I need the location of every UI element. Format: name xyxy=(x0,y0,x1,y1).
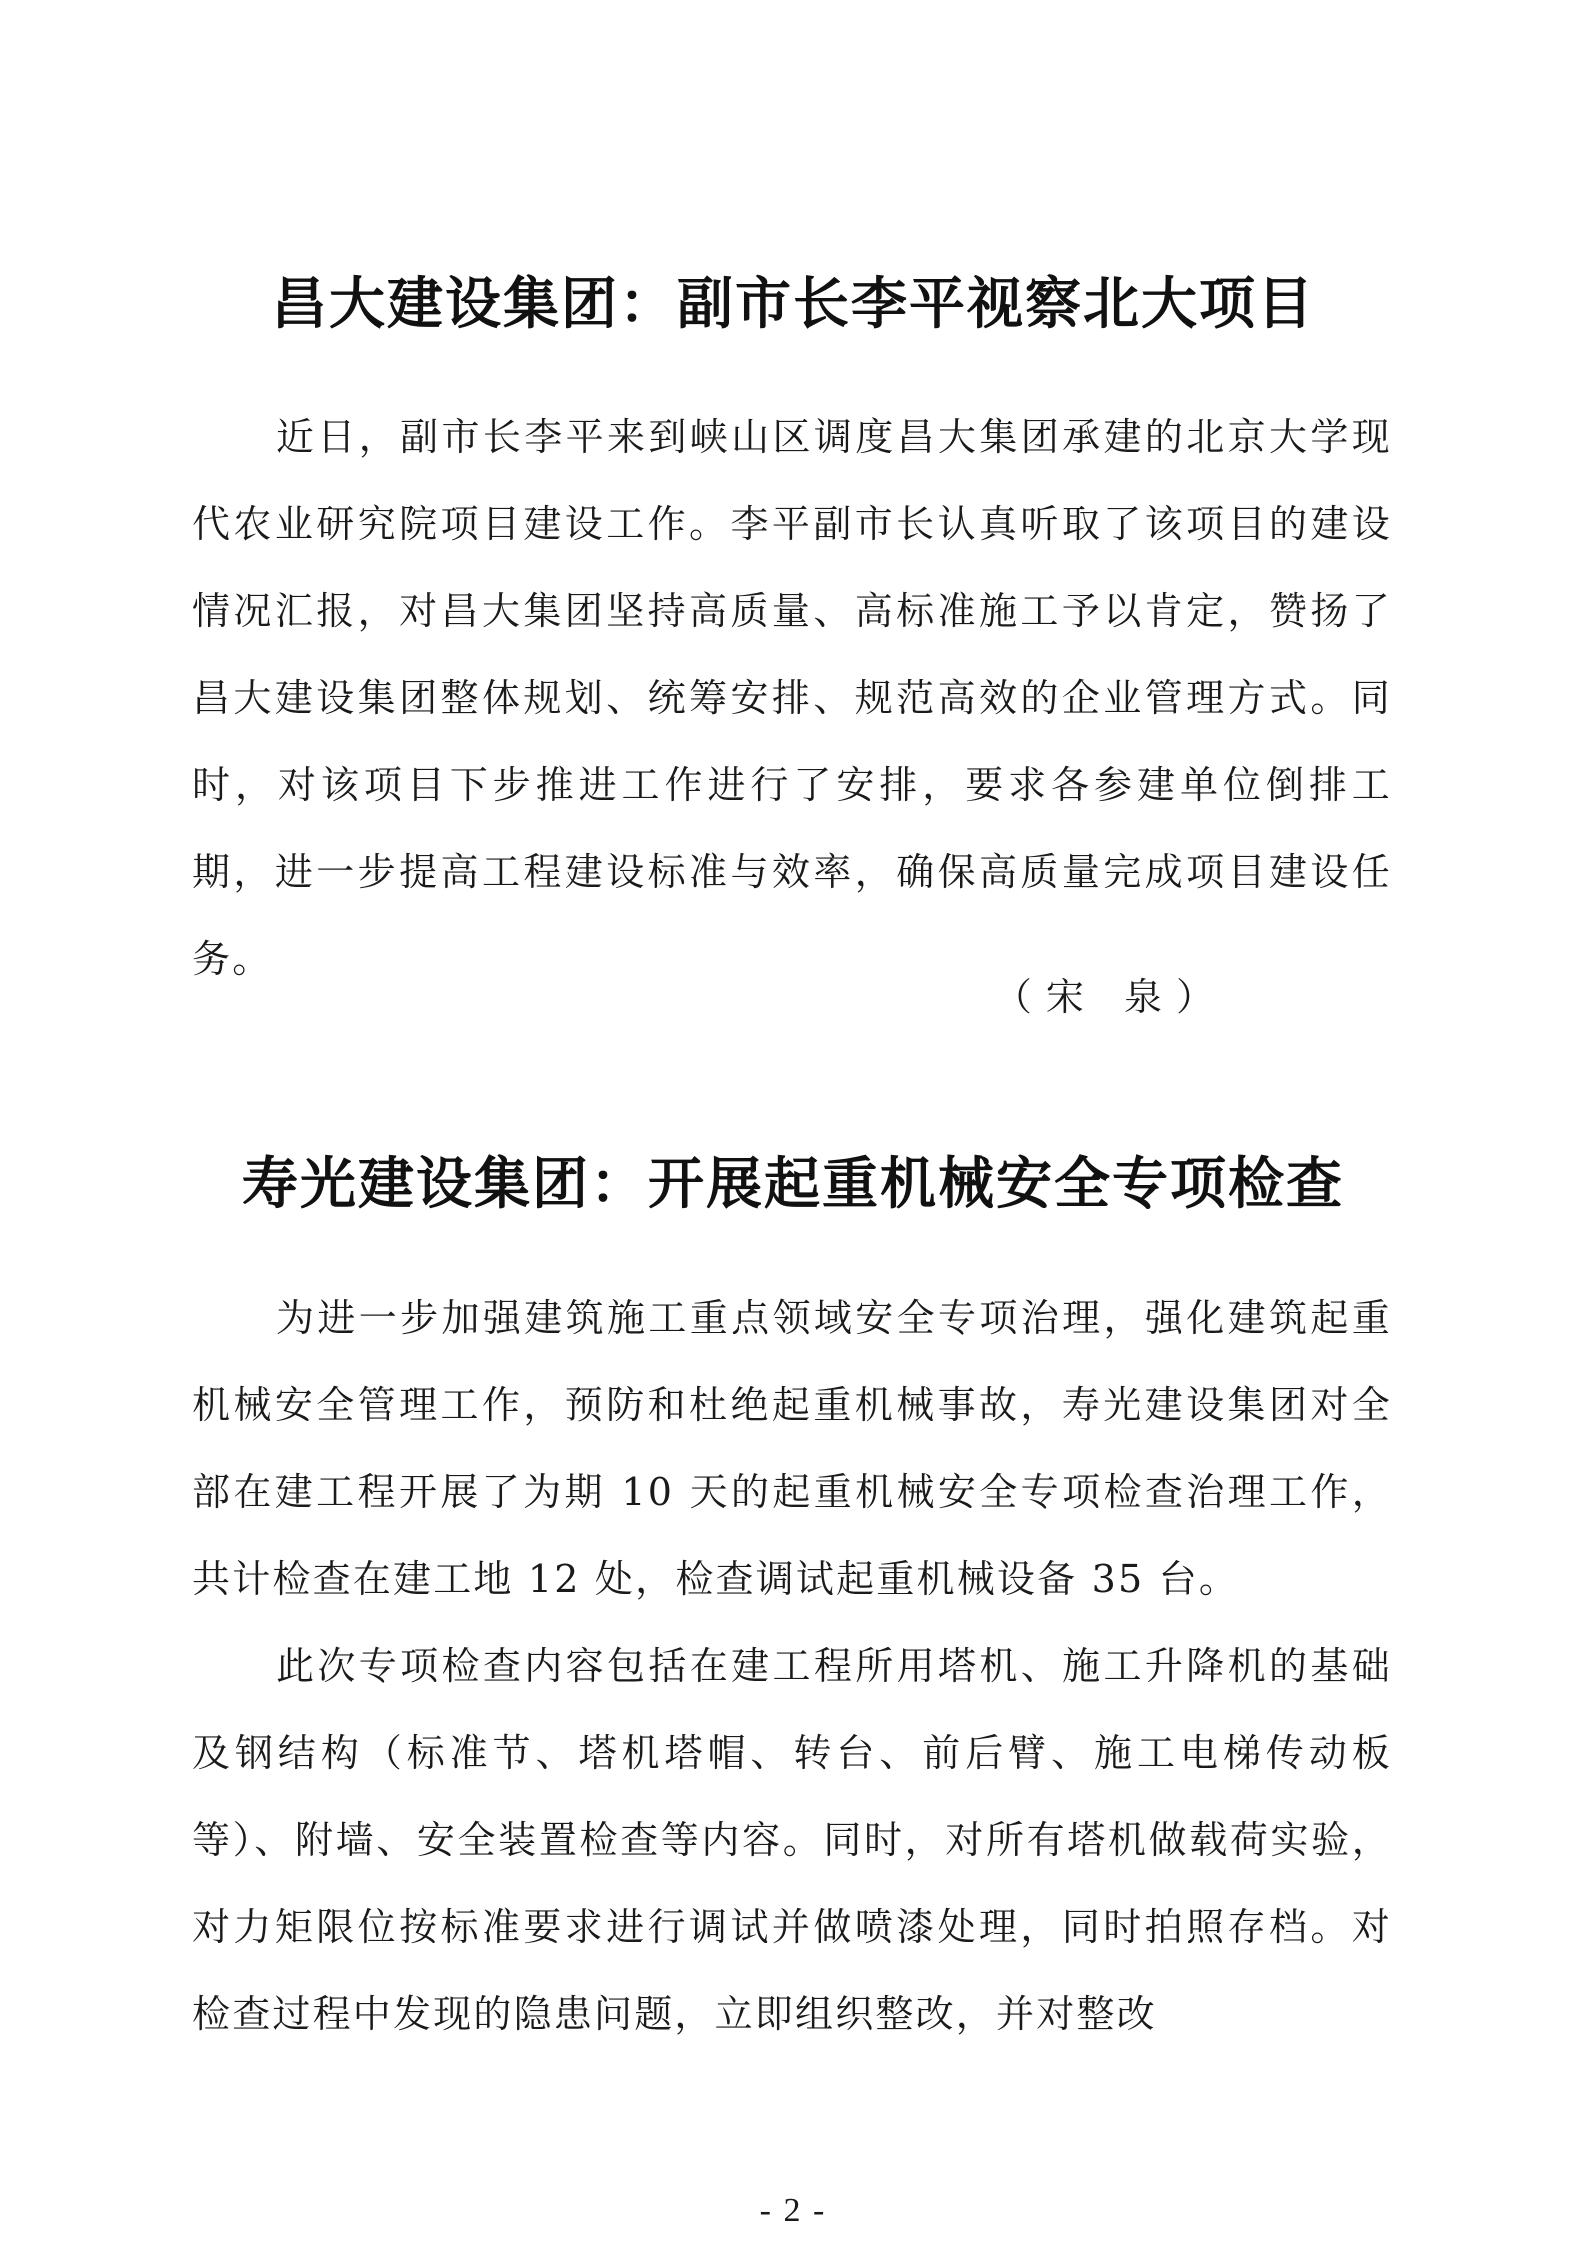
article-1-paragraph-1: 近日，副市长李平来到峡山区调度昌大集团承建的北京大学现代农业研究院项目建设工作。李平副市长认真听取了该项目的建设情况汇报，对昌大集团坚持高质量、高标准施工予以肯定，赞扬了昌大建设集团整体规划、统筹安排、规范高效的企业管理方式。同时，对该项目下步推进工作进行了安排，要求各参建单位倒排工期，进一步提高工程建设标准与效率，确保高质量完成项目建设任务。 xyxy=(192,415,1392,981)
article-2-paragraph-1: 为进一步加强建筑施工重点领域安全专项治理，强化建筑起重机械安全管理工作，预防和杜绝起重机械事故，寿光建设集团对全部在建工程开展了为期 10 天的起重机械安全专项检查治理工作，共计检查在建工地 12 处，检查调试起重机械设备 35 台。 xyxy=(192,1296,1392,1601)
article-1-byline: （宋 泉） xyxy=(993,975,1228,1019)
article-2-title: 寿光建设集团：开展起重机械安全专项检查 xyxy=(242,1150,1344,1217)
page-number: - 2 - xyxy=(759,2192,827,2229)
article-2-paragraph-2: 此次专项检查内容包括在建工程所用塔机、施工升降机的基础及钢结构（标准节、塔机塔帽、转台、前后臂、施工电梯传动板等）、附墙、安全装置检查等内容。同时，对所有塔机做载荷实验，对力矩限位按标准要求进行调试并做喷漆处理，同时拍照存档。对检查过程中发现的隐患问题，立即组织整改，并对整改 xyxy=(192,1644,1392,2036)
article-1-title: 昌大建设集团：副市长李平视察北大项目 xyxy=(271,270,1315,337)
